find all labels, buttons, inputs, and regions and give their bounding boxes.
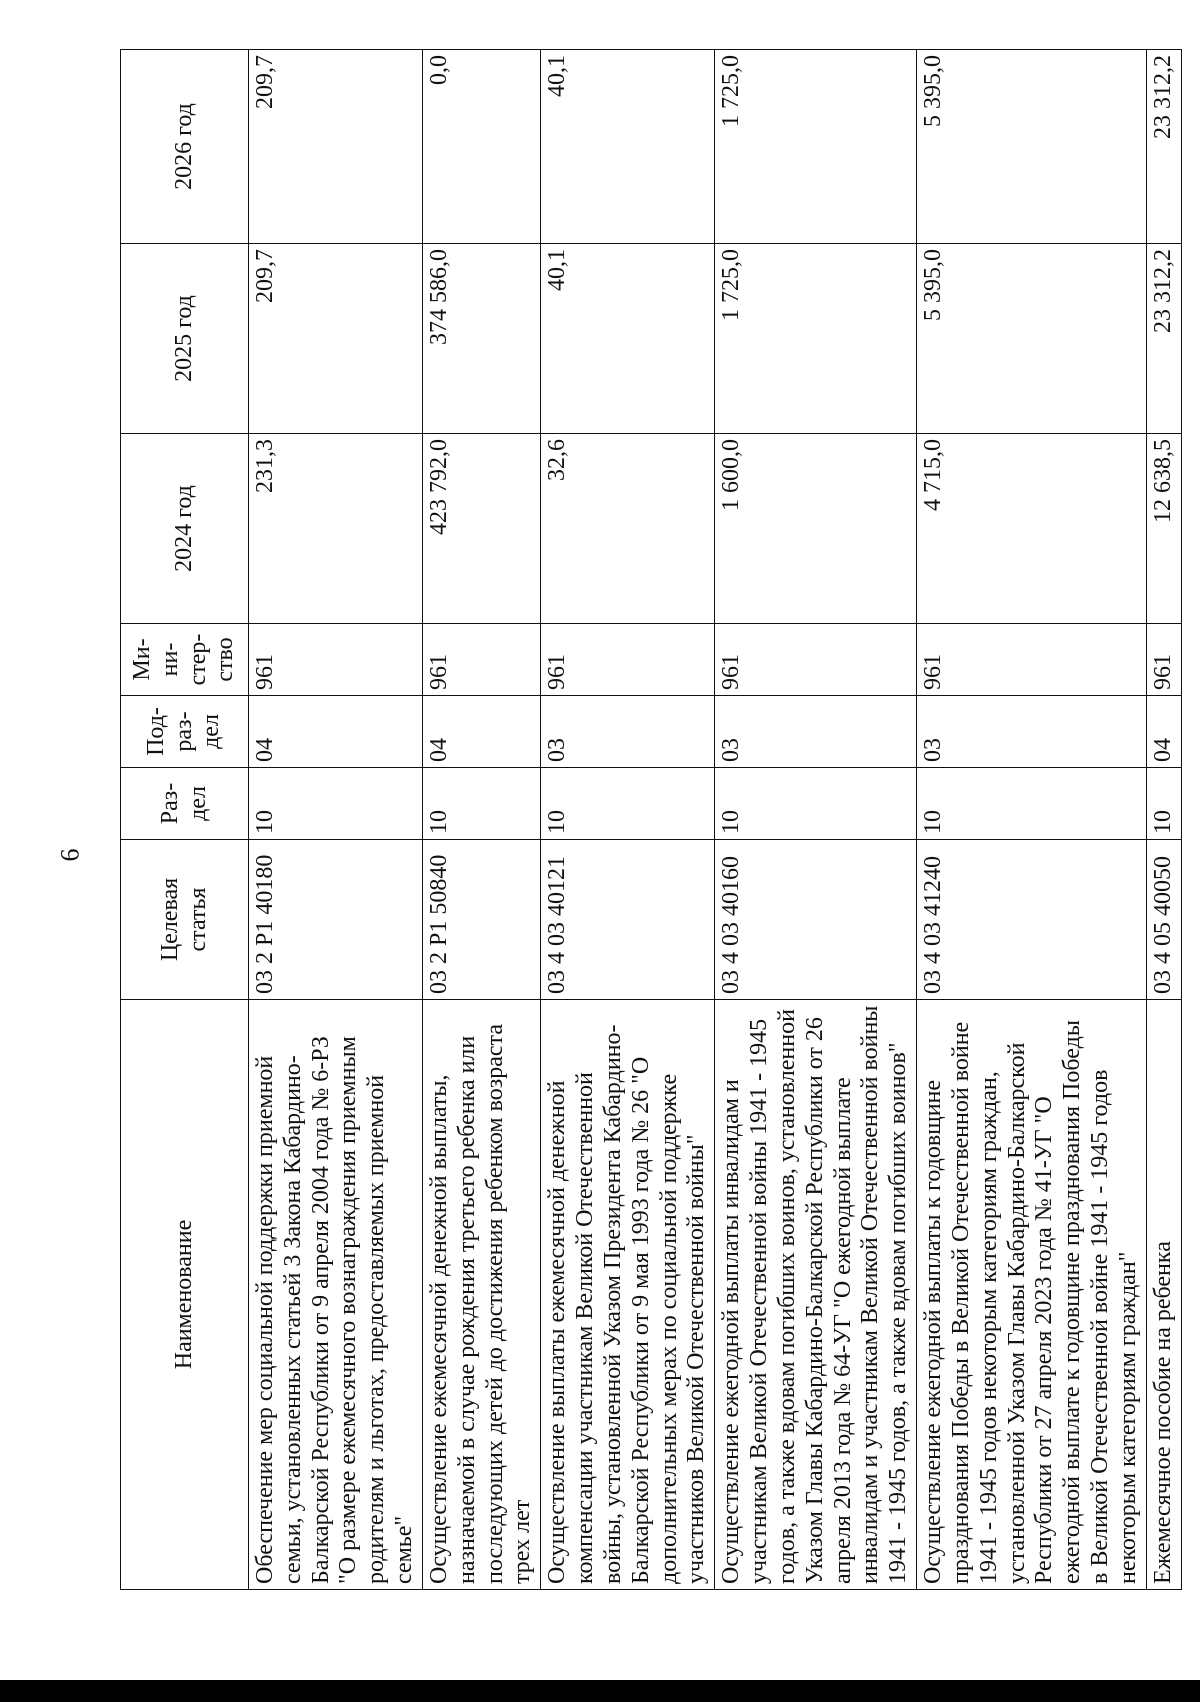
header-ministry: Ми- ни- стер- ство xyxy=(121,624,249,696)
cell-subsection: 04 xyxy=(422,696,540,768)
cell-2026: 209,7 xyxy=(249,50,423,244)
cell-2024: 423 792,0 xyxy=(422,434,540,624)
cell-2024: 1 600,0 xyxy=(715,434,917,624)
cell-target: 03 4 03 40121 xyxy=(541,840,715,1000)
cell-ministry: 961 xyxy=(422,624,540,696)
table-row xyxy=(422,50,540,1590)
cell-subsection: 03 xyxy=(541,696,715,768)
header-name: Наименование xyxy=(121,1000,249,1590)
cell-subsection: 03 xyxy=(715,696,917,768)
cell-2026: 23 312,2 xyxy=(1146,50,1181,244)
cell-2025: 23 312,2 xyxy=(1146,244,1181,434)
cell-2026: 0,0 xyxy=(422,50,540,244)
cell-2024: 231,3 xyxy=(249,434,423,624)
table-header-row xyxy=(121,50,249,1590)
cell-section: 10 xyxy=(715,768,917,840)
cell-name: Обеспечение мер социальной поддержки приемной семьи, установленных статьей 3 Закона Кабардино-Балкарской Республики от 9 апреля 2004 года № 6-РЗ "О размере ежемесячного вознаграждения приемным родителям и льготах, предоставляемых приемной семье" xyxy=(249,1000,423,1590)
cell-section: 10 xyxy=(249,768,423,840)
table-row xyxy=(1146,50,1181,1590)
cell-2026: 1 725,0 xyxy=(715,50,917,244)
cell-2025: 1 725,0 xyxy=(715,244,917,434)
cell-2025: 40,1 xyxy=(541,244,715,434)
budget-table xyxy=(120,49,1182,1590)
cell-section: 10 xyxy=(1146,768,1181,840)
cell-name: Осуществление ежегодной выплаты к годовщине празднования Победы в Великой Отечественной войне 1941 - 1945 годов некоторым категориям граждан, установленной Указом Главы Кабардино-Балкарской Республики от 27 апреля 2023 года № 41-УГ "О ежегодной выплате к годовщине празднования Победы в Великой Отечественной войне 1941 - 1945 годов некоторым категориям граждан" xyxy=(917,1000,1147,1590)
cell-name: Осуществление ежемесячной денежной выплаты, назначаемой в случае рождения третьего ребенка или последующих детей до достижения ребенком возраста трех лет xyxy=(422,1000,540,1590)
cell-name: Ежемесячное пособие на ребенка xyxy=(1146,1000,1181,1590)
cell-target: 03 4 03 40160 xyxy=(715,840,917,1000)
cell-name: Осуществление выплаты ежемесячной денежной компенсации участникам Великой Отечественной войны, установленной Указом Президента Кабардино-Балкарской Республики от 9 мая 1993 года № 26 "О дополнительных мерах по социальной поддержке участников Великой Отечественной войны" xyxy=(541,1000,715,1590)
header-target: Целевая статья xyxy=(121,840,249,1000)
cell-subsection: 03 xyxy=(917,696,1147,768)
cell-ministry: 961 xyxy=(541,624,715,696)
cell-2024: 32,6 xyxy=(541,434,715,624)
header-section: Раз- дел xyxy=(121,768,249,840)
cell-ministry: 961 xyxy=(715,624,917,696)
cell-2024: 4 715,0 xyxy=(917,434,1147,624)
cell-target: 03 4 05 40050 xyxy=(1146,840,1181,1000)
cell-2025: 209,7 xyxy=(249,244,423,434)
cell-target: 03 4 03 41240 xyxy=(917,840,1147,1000)
cell-name: Осуществление ежегодной выплаты инвалидам и участникам Великой Отечественной войны 1941 - 1945 годов, а также вдовам погибших воинов, установленной Указом Главы Кабардино-Балкарской Республики от 26 апреля 2013 года № 64-УГ "О ежегодной выплате инвалидам и участникам Великой Отечественной войны 1941 - 1945 годов, а также вдовам погибших воинов" xyxy=(715,1000,917,1590)
budget-table-rotated xyxy=(120,50,1176,1590)
cell-section: 10 xyxy=(917,768,1147,840)
cell-target: 03 2 P1 40180 xyxy=(249,840,423,1000)
table-row xyxy=(249,50,423,1590)
cell-ministry: 961 xyxy=(917,624,1147,696)
table-row xyxy=(541,50,715,1590)
header-2024: 2024 год xyxy=(121,434,249,624)
cell-target: 03 2 P1 50840 xyxy=(422,840,540,1000)
cell-2024: 12 638,5 xyxy=(1146,434,1181,624)
cell-ministry: 961 xyxy=(249,624,423,696)
header-subsection: Под- раз- дел xyxy=(121,696,249,768)
cell-2026: 40,1 xyxy=(541,50,715,244)
scan-bottom-edge xyxy=(0,1680,1200,1702)
cell-2025: 374 586,0 xyxy=(422,244,540,434)
table-row xyxy=(917,50,1147,1590)
page-number: 6 xyxy=(55,848,85,862)
header-2025: 2025 год xyxy=(121,244,249,434)
cell-ministry: 961 xyxy=(1146,624,1181,696)
table-row xyxy=(715,50,917,1590)
cell-subsection: 04 xyxy=(1146,696,1181,768)
cell-section: 10 xyxy=(422,768,540,840)
header-2026: 2026 год xyxy=(121,50,249,244)
cell-2026: 5 395,0 xyxy=(917,50,1147,244)
cell-2025: 5 395,0 xyxy=(917,244,1147,434)
cell-subsection: 04 xyxy=(249,696,423,768)
cell-section: 10 xyxy=(541,768,715,840)
